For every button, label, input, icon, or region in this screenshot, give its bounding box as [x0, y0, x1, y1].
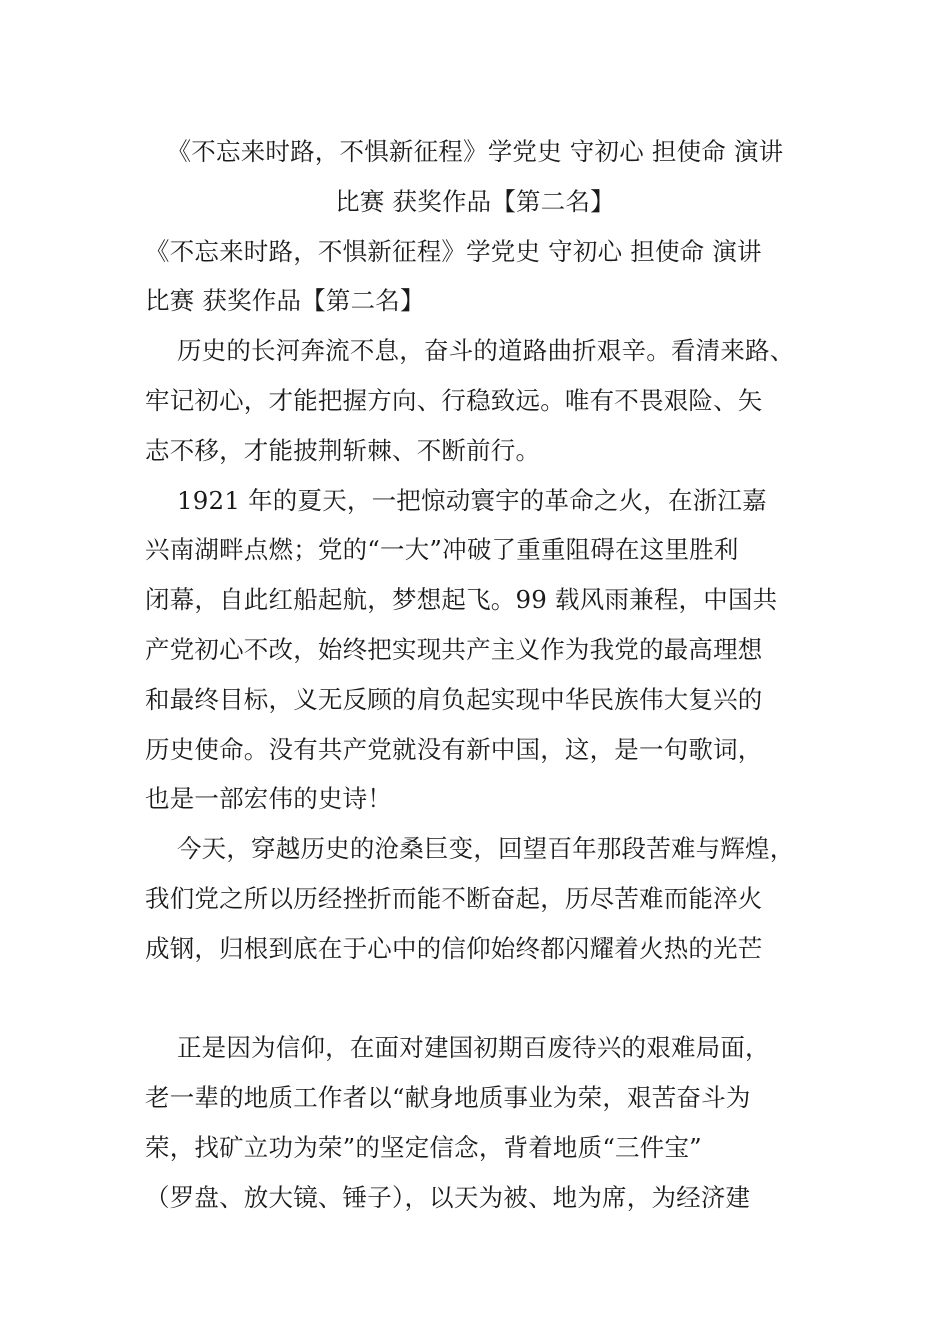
paragraph-4-line-2: 老一辈的地质工作者以“献身地质事业为荣，艰苦奋斗为 — [145, 1083, 751, 1112]
paragraph-4-line-1: 正是因为信仰，在面对建国初期百废待兴的艰难局面， — [145, 1033, 770, 1062]
paragraph-2-line-3: 闭幕，自此红船起航，梦想起飞。99 载风雨兼程，中国共 — [145, 585, 778, 614]
paragraph-3-line-1: 今天，穿越历史的沧桑巨变，回望百年那段苦难与辉煌， — [145, 834, 795, 863]
paragraph-1-line-1: 历史的长河奔流不息，奋斗的道路曲折艰辛。看清来路、 — [145, 336, 795, 365]
paragraph-2-line-6: 历史使命。没有共产党就没有新中国，这，是一句歌词， — [145, 735, 763, 764]
paragraph-1-line-3: 志不移，才能披荆斩棘、不断前行。 — [145, 436, 541, 465]
document-title-line-2: 比赛 获奖作品【第二名】 — [335, 187, 615, 216]
paragraph-2-line-7: 也是一部宏伟的史诗！ — [145, 784, 392, 813]
paragraph-4-line-4: （罗盘、放大镜、锤子），以天为被、地为席，为经济建 — [145, 1183, 751, 1212]
paragraph-2-line-5: 和最终目标，义无反顾的肩负起实现中华民族伟大复兴的 — [145, 685, 763, 714]
paragraph-2-line-1: 1921 年的夏天，一把惊动寰宇的革命之火，在浙江嘉 — [145, 486, 767, 515]
paragraph-2-line-2: 兴南湖畔点燃；党的“一大”冲破了重重阻碍在这里胜利 — [145, 535, 739, 564]
paragraph-1-line-2: 牢记初心，才能把握方向、行稳致远。唯有不畏艰险、矢 — [145, 386, 763, 415]
heading-line-1: 《不忘来时路，不惧新征程》学党史 守初心 担使命 演讲 — [145, 237, 762, 266]
paragraph-3-line-3: 成钢，归根到底在于心中的信仰始终都闪耀着火热的光芒 — [145, 934, 763, 963]
paragraph-3-line-2: 我们党之所以历经挫折而能不断奋起，历尽苦难而能淬火 — [145, 884, 763, 913]
heading-line-2: 比赛 获奖作品【第二名】 — [145, 286, 425, 315]
document-title-line-1: 《不忘来时路，不惧新征程》学党史 守初心 担使命 演讲 — [166, 137, 784, 166]
paragraph-4-line-3: 荣，找矿立功为荣”的坚定信念，背着地质“三件宝” — [145, 1133, 702, 1162]
paragraph-2-line-4: 产党初心不改，始终把实现共产主义作为我党的最高理想 — [145, 635, 763, 664]
